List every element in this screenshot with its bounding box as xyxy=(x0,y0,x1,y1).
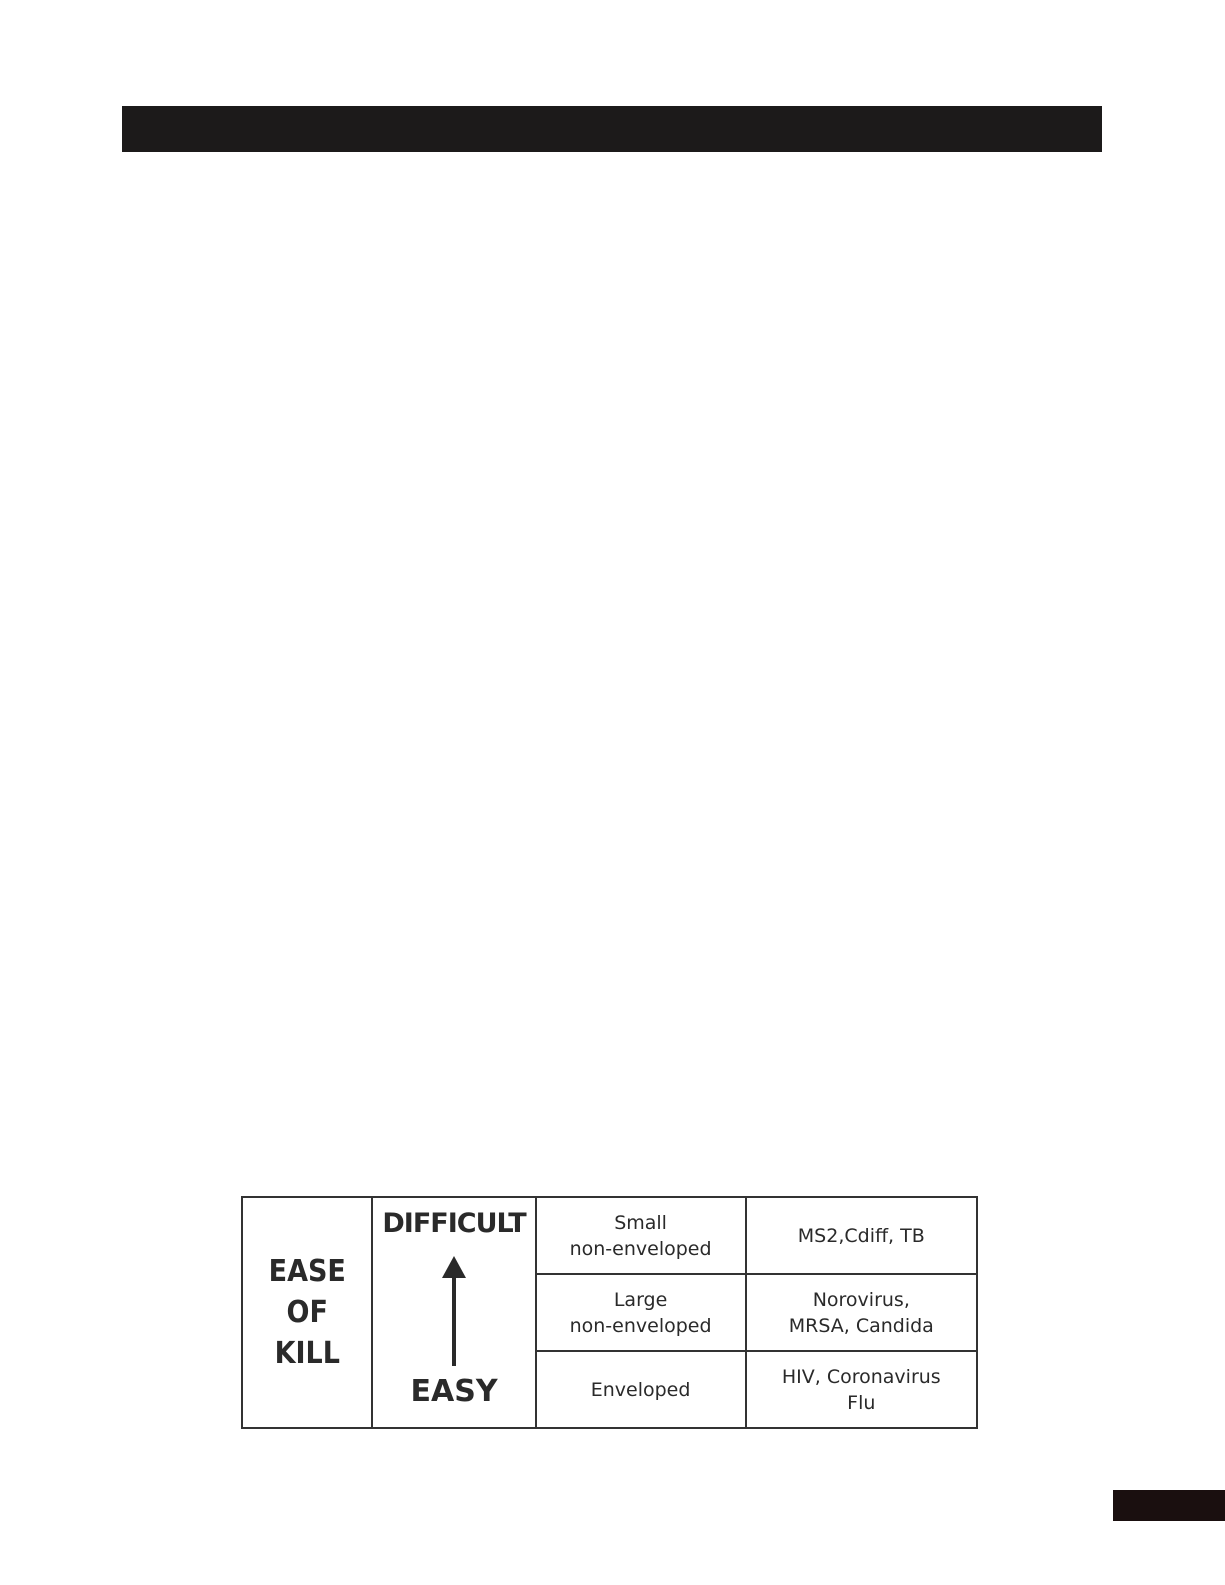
examples-line: MRSA, Candida xyxy=(788,1314,934,1337)
examples-cell xyxy=(746,1197,977,1274)
header-bar xyxy=(122,106,1102,152)
type-line: Large xyxy=(613,1288,668,1311)
type-line: non-enveloped xyxy=(569,1237,712,1260)
organism-type-cell xyxy=(536,1351,746,1428)
examples-cell xyxy=(746,1351,977,1428)
type-line: non-enveloped xyxy=(569,1314,712,1337)
examples-line: HIV, Coronavirus xyxy=(781,1365,941,1388)
ease-label-line: OF xyxy=(286,1295,328,1330)
scale-difficult-label: DIFFICULT xyxy=(382,1208,526,1239)
type-line: Enveloped xyxy=(590,1378,691,1401)
examples-line: Norovirus, xyxy=(812,1288,910,1311)
examples-cell xyxy=(746,1274,977,1351)
ease-label-line: EASE xyxy=(268,1254,346,1289)
type-line: Small xyxy=(614,1211,667,1234)
difficulty-scale xyxy=(372,1197,535,1428)
arrow-up-icon xyxy=(441,1256,467,1366)
scale-easy-label: EASY xyxy=(410,1374,498,1409)
organism-type-cell xyxy=(536,1274,746,1351)
ease-of-kill-label xyxy=(242,1197,372,1428)
examples-line: MS2,Cdiff, TB xyxy=(797,1224,925,1247)
organism-type-cell xyxy=(536,1197,746,1274)
ease-of-kill-table xyxy=(241,1196,978,1429)
page-corner-tab xyxy=(1113,1490,1225,1521)
ease-label-line: KILL xyxy=(274,1336,340,1371)
examples-line: Flu xyxy=(847,1391,876,1414)
table-row xyxy=(242,1197,977,1274)
